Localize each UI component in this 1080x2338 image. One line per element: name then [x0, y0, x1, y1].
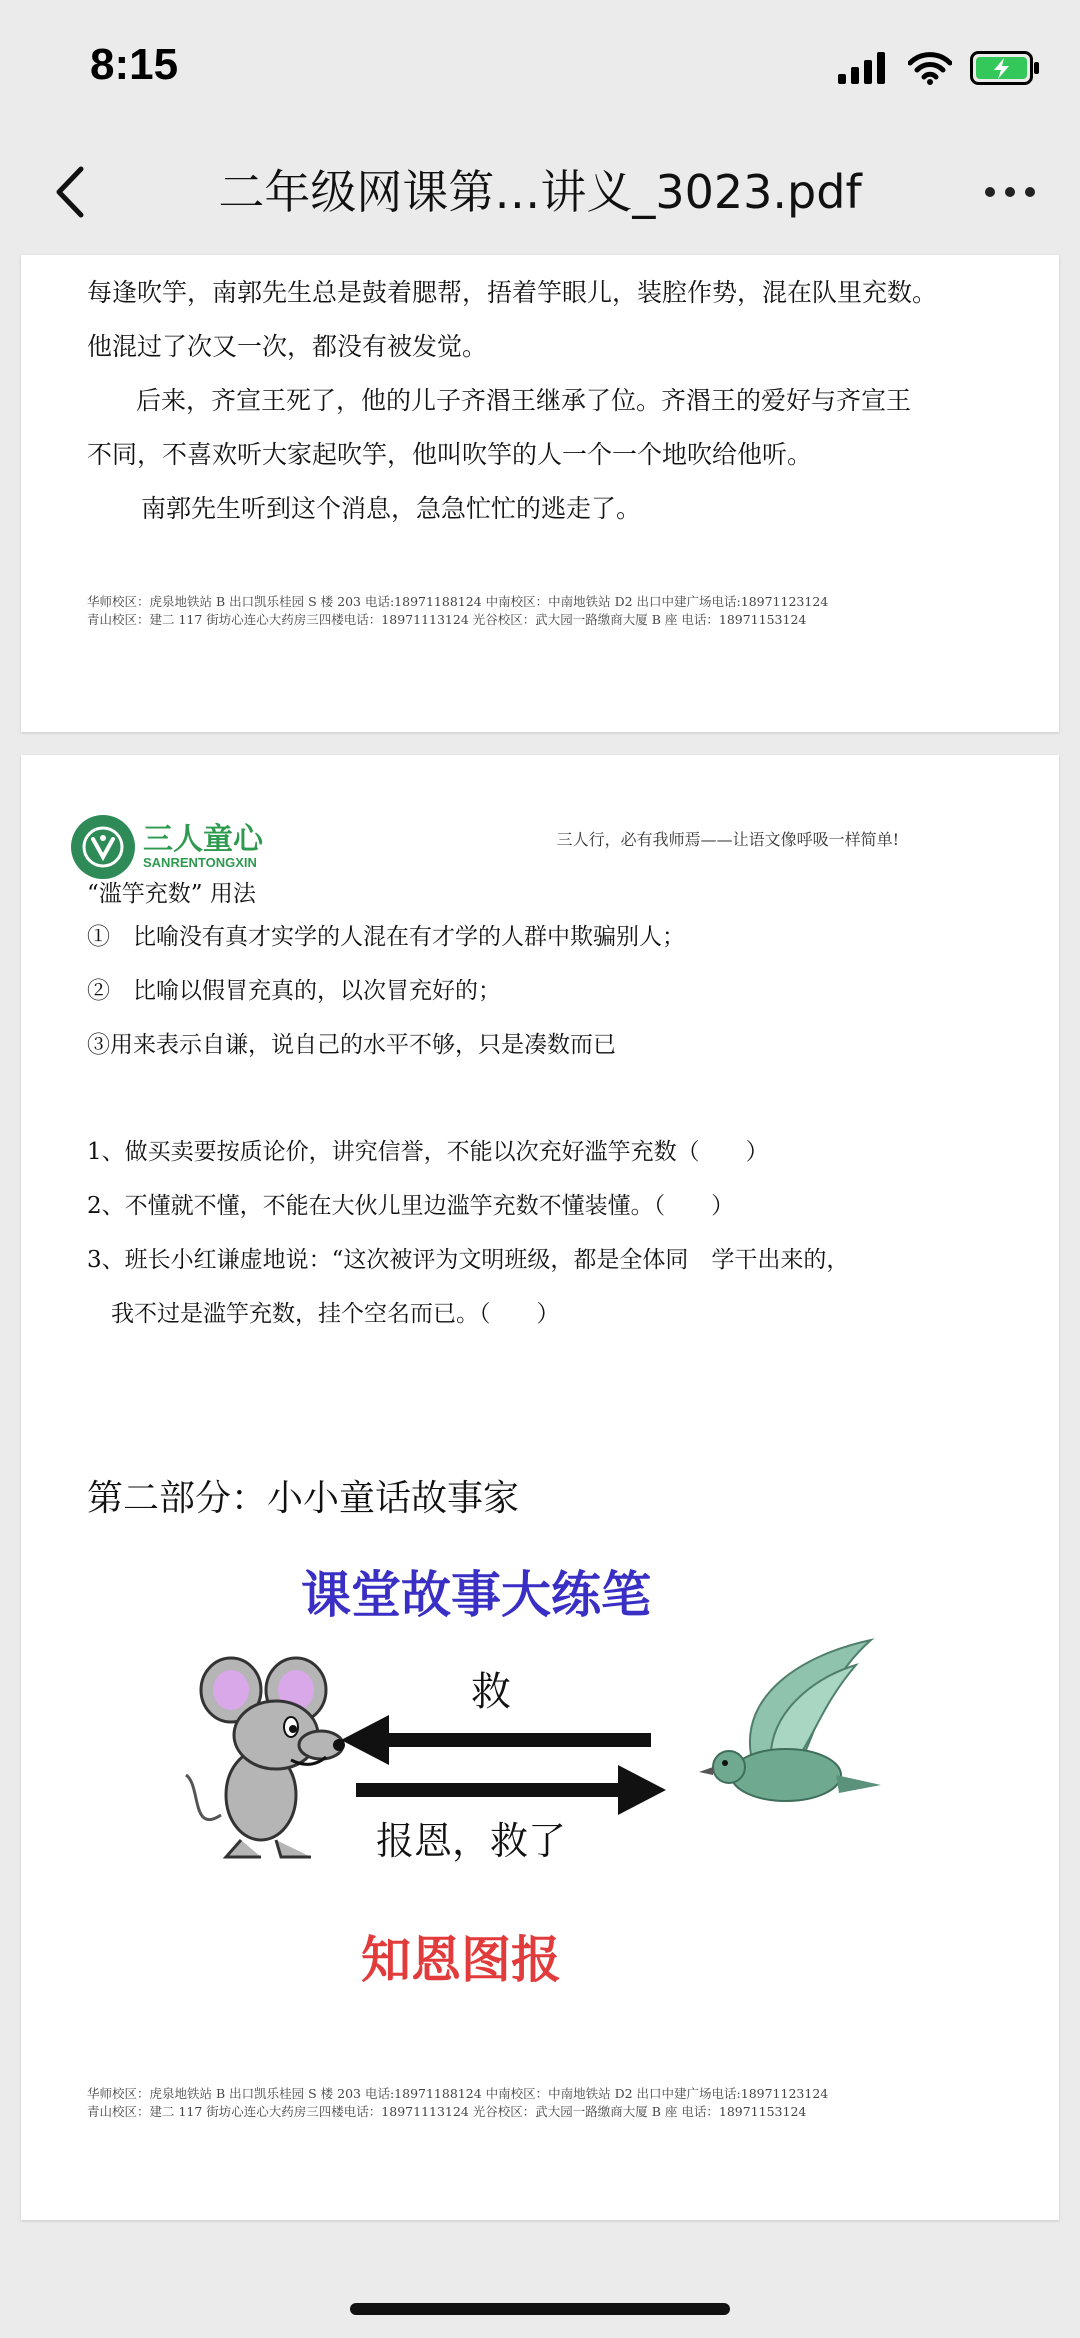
more-dot [1005, 187, 1015, 197]
navigation-bar [0, 130, 1080, 255]
pdf-page-2 [21, 755, 1059, 2220]
usage-title: “滥竽充数” 用法 [87, 881, 256, 907]
more-dots-icon [985, 187, 995, 197]
footer-line: 华师校区：虎泉地铁站 B 出口凯乐桂园 S 楼 203 电话:18971188124 中南校区：中南地铁站 D2 出口中建广场电话:18971123124 [87, 594, 829, 609]
footer-line: 青山校区：建二 117 街坊心连心大药房三四楼电话：18971113124 光谷校区：武大园一路缴商大厦 B 座 电话：18971153124 [87, 612, 807, 627]
pdf-page-1 [21, 255, 1059, 732]
battery-charging-icon [970, 51, 1040, 85]
exercise-item: 2、不懂就不懂，不能在大伙儿里边滥竽充数不懂装懂。（ ） [87, 1193, 735, 1219]
story-heading: 课堂故事大练笔 [301, 1566, 651, 1624]
cellular-signal-icon [838, 52, 890, 84]
mouse-illustration [181, 1635, 361, 1865]
exercise-item: 1、做买卖要按质论价，讲究信誉，不能以次充好滥竽充数（ ） [87, 1139, 769, 1165]
more-dot [1025, 187, 1035, 197]
back-button[interactable] [40, 160, 100, 224]
exercise-item: 3、班长小红谦虚地说：“这次被评为文明班级，都是全体同 学干出来的， [87, 1247, 850, 1273]
chevron-left-icon [55, 166, 85, 218]
story-moral: 知恩图报 [361, 1931, 561, 1989]
status-icons [838, 48, 1040, 88]
arrow-left-icon [341, 1715, 651, 1765]
arrow-right-icon [356, 1765, 666, 1815]
motto: 三人行，必有我师焉——让语文像呼吸一样简单! [556, 830, 899, 849]
dove-illustration [681, 1635, 891, 1825]
footer-line: 青山校区：建二 117 街坊心连心大药房三四楼电话：18971113124 光谷校区：武大园一路缴商大厦 B 座 电话：18971153124 [87, 2104, 807, 2119]
usage-item: ③用来表示自谦，说自己的水平不够，只是凑数而已 [87, 1032, 616, 1058]
logo-name: 三人童心 [143, 822, 263, 857]
logo-name-en: SANRENTONGXIN [143, 855, 257, 870]
text-line: 南郭先生听到这个消息，急急忙忙的逃走了。 [141, 494, 642, 523]
home-indicator[interactable] [350, 2303, 730, 2315]
usage-item: ① 比喻没有真才实学的人混在有才学的人群中欺骗别人； [87, 924, 685, 950]
status-time: 8:15 [90, 40, 179, 89]
brand-logo [71, 815, 263, 879]
usage-item: ② 比喻以假冒充真的，以次冒充好的； [87, 978, 501, 1004]
arrow-bottom-label: 报恩，救了 [376, 1819, 567, 1863]
text-line: 不同，不喜欢听大家起吹竽，他叫吹竽的人一个一个地吹给他听。 [87, 440, 813, 469]
text-line: 后来，齐宣王死了，他的儿子齐湣王继承了位。齐湣王的爱好与齐宣王 [136, 386, 912, 415]
document-title: 二年级网课第…讲义_3023.pdf [218, 165, 862, 219]
exercise-item: 我不过是滥竽充数，挂个空名而已。（ ） [111, 1301, 560, 1327]
footer-line: 华师校区：虎泉地铁站 B 出口凯乐桂园 S 楼 203 电话:18971188124 中南校区：中南地铁站 D2 出口中建广场电话:18971123124 [87, 2086, 829, 2101]
text-line: 每逢吹竽，南郭先生总是鼓着腮帮，捂着竽眼儿，装腔作势，混在队里充数。 [87, 278, 938, 307]
section-title: 第二部分：小小童话故事家 [87, 1478, 520, 1519]
logo-emblem-icon [71, 815, 135, 879]
status-bar [0, 0, 1080, 130]
text-line: 他混过了次又一次，都没有被发觉。 [87, 332, 488, 361]
arrow-top-label: 救 [471, 1669, 511, 1715]
wifi-icon [908, 51, 952, 85]
more-options-button[interactable] [970, 164, 1050, 220]
